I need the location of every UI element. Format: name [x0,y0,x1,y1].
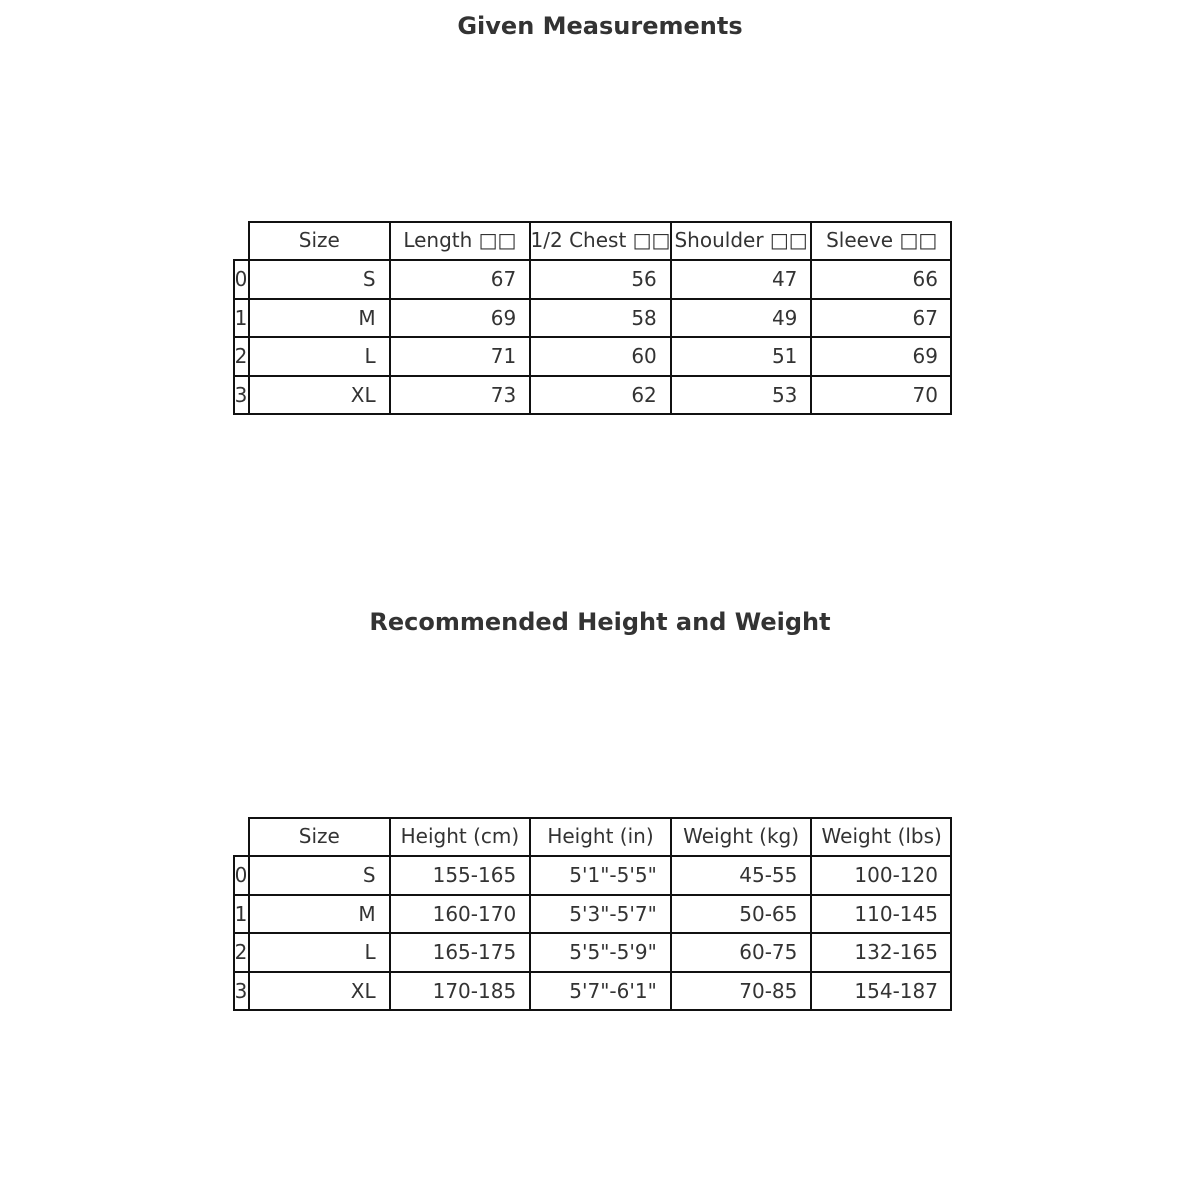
column-header: Height (in) [547,824,654,848]
row-index: 1 [234,901,248,926]
table-cell: 70-85 [739,979,798,1004]
table-cell: 56 [631,266,657,291]
table-cell: 45-55 [739,862,798,887]
table-cell: 5'5"-5'9" [569,940,657,965]
grid-line [249,817,952,819]
grid-line [529,817,531,1011]
grid-line [670,817,672,1011]
table-cell: 47 [771,266,798,291]
table-cell: S [362,862,376,887]
table-cell: 73 [490,383,517,408]
row-index: 2 [234,940,248,965]
grid-line [950,221,952,415]
table-cell: 165-175 [432,940,517,965]
table-cell: 51 [771,344,798,369]
grid-line [233,932,952,934]
table-cell: 170-185 [432,979,517,1004]
grid-line [389,221,391,415]
table-cell: 155-165 [432,862,517,887]
table-cell: 5'7"-6'1" [569,979,657,1004]
table-cell: M [358,901,376,926]
grid-line [389,817,391,1011]
table-cell: 154-187 [854,979,938,1004]
table-cell: 69 [490,305,517,330]
table-cell: 132-165 [854,940,938,965]
table-cell: 66 [912,266,938,291]
table-cell: 110-145 [854,901,938,926]
grid-line [233,259,235,415]
table-cell: S [362,266,376,291]
grid-line [233,855,235,1011]
table-cell: 60 [631,344,657,369]
row-index: 3 [234,383,248,408]
table-cell: XL [350,383,376,408]
column-header: Weight (lbs) [821,824,942,848]
grid-line [233,413,952,415]
column-header: 1/2 Chest □□ [530,228,671,252]
column-header: Weight (kg) [683,824,800,848]
column-header: Size [298,228,340,252]
recommended-height-weight-table [233,817,952,1011]
table-cell: 5'1"-5'5" [569,862,657,887]
row-index: 1 [234,305,248,330]
grid-line [233,971,952,973]
grid-line [248,817,250,1011]
grid-line [233,855,952,857]
grid-line [810,221,812,415]
column-header: Size [298,824,340,848]
table-cell: 60-75 [739,940,798,965]
grid-line [249,221,952,223]
table-cell: 5'3"-5'7" [569,901,657,926]
grid-line [233,336,952,338]
table-title-recommended-height-weight: Recommended Height and Weight [369,608,831,636]
grid-line [233,375,952,377]
table-cell: L [364,344,376,369]
table-cell: XL [350,979,376,1004]
given-measurements-table [233,221,952,415]
grid-line [233,1009,952,1011]
table-cell: 58 [631,305,657,330]
grid-line [233,259,952,261]
table-cell: 53 [771,383,798,408]
table-cell: 67 [490,266,517,291]
table-cell: 160-170 [432,901,517,926]
table-cell: 67 [912,305,938,330]
column-header: Sleeve □□ [826,228,938,252]
table-cell: L [364,940,376,965]
table-cell: 69 [912,344,938,369]
table-cell: M [358,305,376,330]
grid-line [233,298,952,300]
row-index: 0 [234,266,248,291]
grid-line [248,221,250,415]
table-title-given-measurements: Given Measurements [457,12,743,40]
table-cell: 71 [490,344,517,369]
row-index: 0 [234,862,248,887]
column-header: Length □□ [403,228,517,252]
table-cell: 62 [631,383,657,408]
grid-line [233,894,952,896]
table-cell: 70 [912,383,938,408]
table-cell: 50-65 [739,901,798,926]
row-index: 2 [234,344,248,369]
grid-line [670,221,672,415]
table-cell: 49 [771,305,798,330]
grid-line [529,221,531,415]
column-header: Shoulder □□ [674,228,808,252]
table-cell: 100-120 [854,862,938,887]
row-index: 3 [234,979,248,1004]
grid-line [950,817,952,1011]
grid-line [810,817,812,1011]
column-header: Height (cm) [400,824,520,848]
